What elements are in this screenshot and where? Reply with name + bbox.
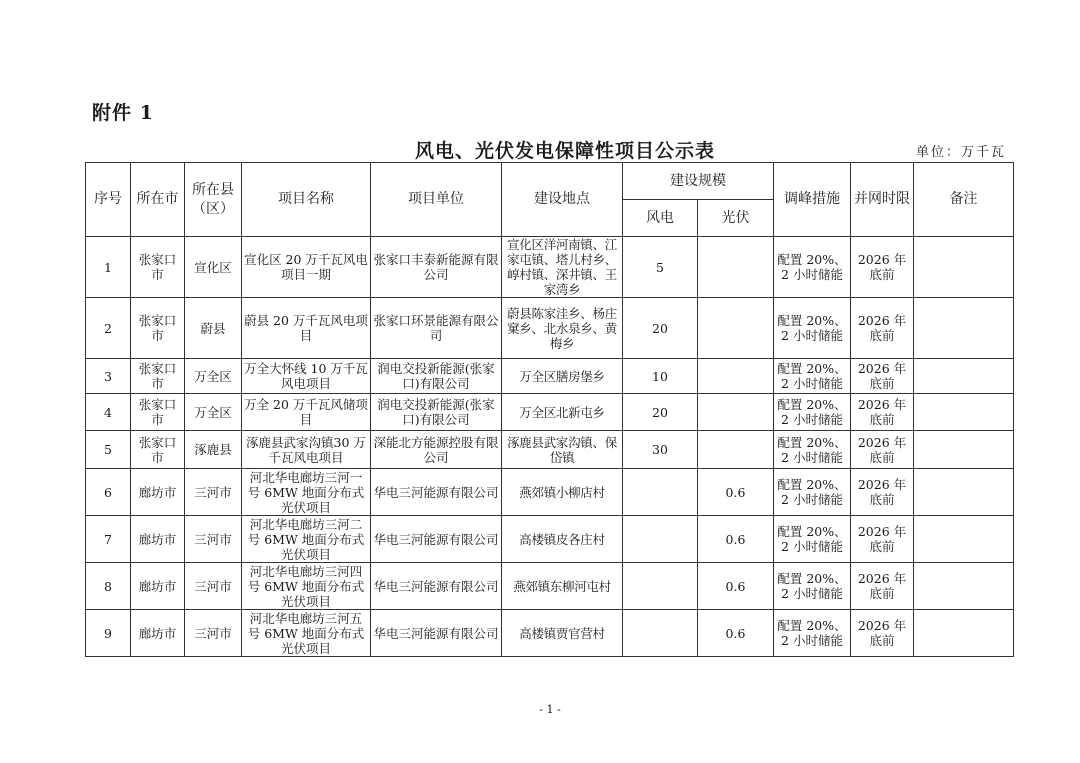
cell-peak-measure: 配置 20%、2 小时储能	[774, 298, 851, 359]
cell-peak-measure: 配置 20%、2 小时储能	[774, 469, 851, 516]
cell-pv	[698, 298, 774, 359]
cell-company: 华电三河能源有限公司	[371, 563, 502, 610]
header-city: 所在市	[131, 163, 185, 237]
cell-company: 张家口环景能源有限公司	[371, 298, 502, 359]
cell-county: 万全区	[185, 359, 242, 394]
cell-city: 张家口市	[131, 394, 185, 431]
cell-city: 张家口市	[131, 298, 185, 359]
cell-company: 深能北方能源控股有限公司	[371, 431, 502, 469]
cell-wind: 20	[623, 298, 698, 359]
cell-note	[914, 563, 1014, 610]
cell-peak-measure: 配置 20%、2 小时储能	[774, 431, 851, 469]
cell-pv	[698, 431, 774, 469]
table-row	[86, 563, 1014, 610]
table-row	[86, 469, 1014, 516]
header-scale: 建设规模	[623, 163, 774, 200]
cell-note	[914, 394, 1014, 431]
cell-grid-deadline: 2026 年底前	[851, 298, 914, 359]
table-row	[86, 298, 1014, 359]
cell-project-name: 万全大怀线 10 万千瓦风电项目	[242, 359, 371, 394]
cell-project-name: 万全 20 万千瓦风储项目	[242, 394, 371, 431]
cell-company: 张家口丰泰新能源有限公司	[371, 237, 502, 298]
header-grid-deadline: 并网时限	[851, 163, 914, 237]
cell-seq: 5	[86, 431, 131, 469]
cell-seq: 7	[86, 516, 131, 563]
cell-grid-deadline: 2026 年底前	[851, 469, 914, 516]
header-pv: 光伏	[698, 200, 774, 237]
unit-label: 单位：万千瓦	[915, 145, 1006, 160]
cell-note	[914, 431, 1014, 469]
cell-location: 高楼镇皮各庄村	[502, 516, 623, 563]
table-header-row	[86, 163, 1014, 200]
cell-project-name: 河北华电廊坊三河五号 6MW 地面分布式光伏项目	[242, 610, 371, 657]
cell-grid-deadline: 2026 年底前	[851, 516, 914, 563]
cell-grid-deadline: 2026 年底前	[851, 563, 914, 610]
cell-seq: 2	[86, 298, 131, 359]
cell-county: 蔚县	[185, 298, 242, 359]
cell-wind: 5	[623, 237, 698, 298]
cell-county: 涿鹿县	[185, 431, 242, 469]
cell-grid-deadline: 2026 年底前	[851, 610, 914, 657]
table-row	[86, 516, 1014, 563]
cell-peak-measure: 配置 20%、2 小时储能	[774, 359, 851, 394]
cell-location: 宣化区洋河南镇、江家屯镇、塔儿村乡、崞村镇、深井镇、王家湾乡	[502, 237, 623, 298]
cell-wind	[623, 563, 698, 610]
cell-city: 廊坊市	[131, 469, 185, 516]
cell-pv	[698, 359, 774, 394]
header-company: 项目单位	[371, 163, 502, 237]
cell-project-name: 河北华电廊坊三河一号 6MW 地面分布式光伏项目	[242, 469, 371, 516]
cell-peak-measure: 配置 20%、2 小时储能	[774, 394, 851, 431]
cell-seq: 8	[86, 563, 131, 610]
cell-grid-deadline: 2026 年底前	[851, 431, 914, 469]
cell-county: 三河市	[185, 563, 242, 610]
cell-city: 张家口市	[131, 431, 185, 469]
cell-location: 万全区膳房堡乡	[502, 359, 623, 394]
table-row	[86, 610, 1014, 657]
header-location: 建设地点	[502, 163, 623, 237]
cell-pv: 0.6	[698, 469, 774, 516]
cell-seq: 9	[86, 610, 131, 657]
table-row	[86, 394, 1014, 431]
header-county: 所在县（区）	[185, 163, 242, 237]
cell-note	[914, 298, 1014, 359]
cell-county: 三河市	[185, 469, 242, 516]
cell-seq: 3	[86, 359, 131, 394]
cell-wind	[623, 516, 698, 563]
cell-peak-measure: 配置 20%、2 小时储能	[774, 516, 851, 563]
attachment-label: 附件 1	[92, 102, 154, 124]
cell-note	[914, 516, 1014, 563]
cell-location: 万全区北新屯乡	[502, 394, 623, 431]
cell-company: 华电三河能源有限公司	[371, 469, 502, 516]
cell-company: 润电交投新能源(张家口)有限公司	[371, 359, 502, 394]
cell-seq: 6	[86, 469, 131, 516]
cell-note	[914, 610, 1014, 657]
cell-wind: 30	[623, 431, 698, 469]
table-row	[86, 237, 1014, 298]
cell-pv	[698, 237, 774, 298]
cell-note	[914, 237, 1014, 298]
cell-wind	[623, 469, 698, 516]
cell-note	[914, 359, 1014, 394]
cell-pv: 0.6	[698, 610, 774, 657]
cell-pv: 0.6	[698, 516, 774, 563]
cell-peak-measure: 配置 20%、2 小时储能	[774, 610, 851, 657]
cell-seq: 1	[86, 237, 131, 298]
cell-city: 廊坊市	[131, 610, 185, 657]
header-wind: 风电	[623, 200, 698, 237]
cell-peak-measure: 配置 20%、2 小时储能	[774, 563, 851, 610]
cell-project-name: 河北华电廊坊三河二号 6MW 地面分布式光伏项目	[242, 516, 371, 563]
cell-county: 万全区	[185, 394, 242, 431]
cell-seq: 4	[86, 394, 131, 431]
project-table	[85, 162, 1014, 657]
cell-location: 燕郊镇东柳河屯村	[502, 563, 623, 610]
cell-location: 高楼镇贾官营村	[502, 610, 623, 657]
cell-company: 华电三河能源有限公司	[371, 516, 502, 563]
cell-grid-deadline: 2026 年底前	[851, 359, 914, 394]
cell-city: 廊坊市	[131, 563, 185, 610]
cell-city: 廊坊市	[131, 516, 185, 563]
header-seq: 序号	[86, 163, 131, 237]
cell-pv: 0.6	[698, 563, 774, 610]
cell-pv	[698, 394, 774, 431]
cell-note	[914, 469, 1014, 516]
header-note: 备注	[914, 163, 1014, 237]
cell-city: 张家口市	[131, 359, 185, 394]
cell-city: 张家口市	[131, 237, 185, 298]
document-title: 风电、光伏发电保障性项目公示表	[414, 140, 715, 162]
header-project-name: 项目名称	[242, 163, 371, 237]
cell-county: 三河市	[185, 516, 242, 563]
cell-location: 涿鹿县武家沟镇、保岱镇	[502, 431, 623, 469]
cell-location: 燕郊镇小柳店村	[502, 469, 623, 516]
cell-grid-deadline: 2026 年底前	[851, 237, 914, 298]
cell-wind: 10	[623, 359, 698, 394]
cell-location: 蔚县陈家洼乡、杨庄窠乡、北水泉乡、黄梅乡	[502, 298, 623, 359]
cell-company: 华电三河能源有限公司	[371, 610, 502, 657]
cell-peak-measure: 配置 20%、2 小时储能	[774, 237, 851, 298]
header-peak-measure: 调峰措施	[774, 163, 851, 237]
cell-project-name: 河北华电廊坊三河四号 6MW 地面分布式光伏项目	[242, 563, 371, 610]
cell-grid-deadline: 2026 年底前	[851, 394, 914, 431]
cell-wind	[623, 610, 698, 657]
cell-company: 润电交投新能源(张家口)有限公司	[371, 394, 502, 431]
cell-county: 宣化区	[185, 237, 242, 298]
page-number: - 1 -	[539, 703, 561, 716]
cell-project-name: 涿鹿县武家沟镇30 万千瓦风电项目	[242, 431, 371, 469]
cell-county: 三河市	[185, 610, 242, 657]
table-row	[86, 359, 1014, 394]
cell-wind: 20	[623, 394, 698, 431]
cell-project-name: 蔚县 20 万千瓦风电项目	[242, 298, 371, 359]
cell-project-name: 宣化区 20 万千瓦风电项目一期	[242, 237, 371, 298]
table-row	[86, 431, 1014, 469]
